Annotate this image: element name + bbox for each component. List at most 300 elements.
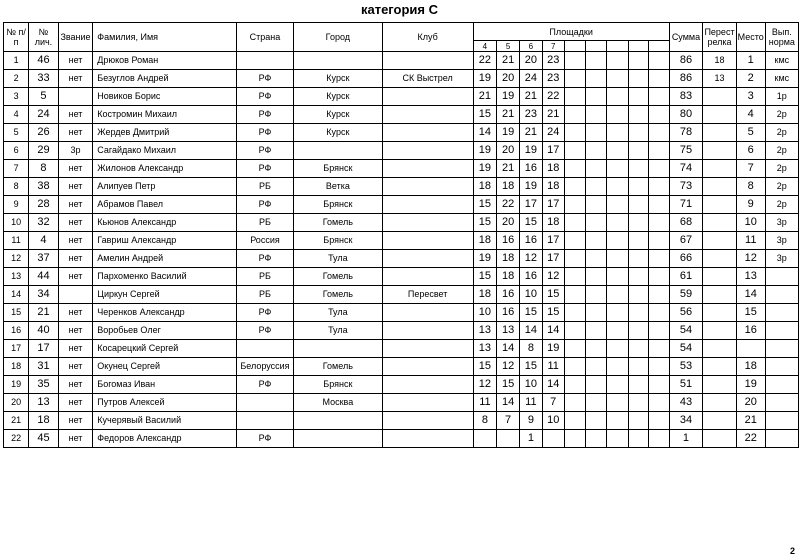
cell-sum: 43: [669, 394, 702, 412]
cell-place: 2: [736, 70, 765, 88]
cell-country: РФ: [236, 142, 293, 160]
cell-score: 16: [520, 232, 543, 250]
table-row: [4, 124, 799, 142]
cell-score-empty: [607, 250, 628, 268]
cell-club: [382, 160, 473, 178]
cell-norm: [765, 430, 798, 448]
cell-lic: 26: [29, 124, 59, 142]
cell-country: РФ: [236, 322, 293, 340]
cell-score-empty: [586, 178, 607, 196]
cell-place: 14: [736, 286, 765, 304]
cell-num: 18: [4, 358, 29, 376]
cell-score-empty: [649, 178, 669, 196]
cell-place: 19: [736, 376, 765, 394]
cell-club: СК Выстрел: [382, 70, 473, 88]
cell-score-empty: [649, 52, 669, 70]
cell-place: 21: [736, 412, 765, 430]
cell-place: 12: [736, 250, 765, 268]
cell-score: 13: [497, 322, 520, 340]
cell-club: [382, 178, 473, 196]
cell-score: 18: [473, 286, 497, 304]
cell-score-empty: [586, 142, 607, 160]
header-norm: Вып. норма: [765, 23, 798, 52]
cell-rank: нет: [58, 394, 93, 412]
cell-norm: [765, 340, 798, 358]
cell-norm: [765, 412, 798, 430]
cell-lic: 8: [29, 160, 59, 178]
cell-score-empty: [607, 286, 628, 304]
cell-city: Брянск: [294, 160, 383, 178]
cell-country: [236, 340, 293, 358]
cell-score-empty: [649, 142, 669, 160]
cell-place: 13: [736, 268, 765, 286]
cell-score-empty: [564, 394, 585, 412]
cell-num: 21: [4, 412, 29, 430]
cell-score-empty: [564, 88, 585, 106]
cell-score-empty: [628, 412, 648, 430]
cell-country: РФ: [236, 430, 293, 448]
cell-club: [382, 196, 473, 214]
cell-country: РФ: [236, 250, 293, 268]
cell-score-empty: [628, 88, 648, 106]
cell-score-empty: [649, 286, 669, 304]
cell-num: 1: [4, 52, 29, 70]
cell-lic: 35: [29, 376, 59, 394]
cell-name: Циркун Сергей: [93, 286, 237, 304]
cell-score-empty: [607, 160, 628, 178]
cell-score-empty: [628, 340, 648, 358]
cell-score: 12: [473, 376, 497, 394]
cell-score-empty: [586, 52, 607, 70]
cell-place: 10: [736, 214, 765, 232]
cell-reshoot: [703, 376, 737, 394]
table-row: [4, 106, 799, 124]
cell-score-empty: [607, 304, 628, 322]
cell-rank: нет: [58, 52, 93, 70]
table-row: [4, 88, 799, 106]
cell-score: 15: [542, 304, 564, 322]
cell-score-empty: [586, 250, 607, 268]
cell-score: 18: [497, 178, 520, 196]
cell-score: 19: [520, 142, 543, 160]
cell-score: 15: [520, 304, 543, 322]
header-areas: Площадки: [473, 23, 669, 41]
cell-name: Абрамов Павел: [93, 196, 237, 214]
cell-score-empty: [649, 124, 669, 142]
table-row: [4, 286, 799, 304]
cell-score: 11: [520, 394, 543, 412]
cell-sum: 54: [669, 340, 702, 358]
cell-score-empty: [586, 214, 607, 232]
cell-city: Ветка: [294, 178, 383, 196]
cell-country: РФ: [236, 304, 293, 322]
cell-sum: 61: [669, 268, 702, 286]
cell-score-empty: [586, 286, 607, 304]
cell-score-empty: [607, 124, 628, 142]
cell-score-empty: [586, 376, 607, 394]
header-row: [4, 23, 799, 41]
table-row: [4, 142, 799, 160]
cell-score: 18: [542, 160, 564, 178]
cell-score: 19: [473, 70, 497, 88]
cell-place: 20: [736, 394, 765, 412]
cell-score: 15: [473, 268, 497, 286]
header-area-col: [564, 41, 585, 52]
cell-score: 7: [542, 394, 564, 412]
cell-norm: 3р: [765, 232, 798, 250]
cell-city: Тула: [294, 304, 383, 322]
cell-score: 21: [520, 88, 543, 106]
cell-score-empty: [628, 322, 648, 340]
table-row: [4, 232, 799, 250]
cell-sum: 86: [669, 70, 702, 88]
cell-name: Путров Алексей: [93, 394, 237, 412]
cell-score-empty: [586, 88, 607, 106]
cell-city: Москва: [294, 394, 383, 412]
cell-reshoot: [703, 88, 737, 106]
cell-reshoot: [703, 430, 737, 448]
cell-score: 1: [520, 430, 543, 448]
cell-score-empty: [628, 178, 648, 196]
cell-score-empty: [607, 430, 628, 448]
cell-score: [473, 430, 497, 448]
cell-score-empty: [607, 340, 628, 358]
cell-place: 6: [736, 142, 765, 160]
cell-score-empty: [649, 412, 669, 430]
cell-score: 19: [473, 250, 497, 268]
cell-num: 8: [4, 178, 29, 196]
table-row: [4, 394, 799, 412]
cell-country: Белоруссия: [236, 358, 293, 376]
cell-lic: 45: [29, 430, 59, 448]
cell-num: 3: [4, 88, 29, 106]
cell-name: Гавриш Александр: [93, 232, 237, 250]
cell-score-empty: [564, 412, 585, 430]
cell-lic: 44: [29, 268, 59, 286]
cell-score-empty: [564, 250, 585, 268]
cell-city: [294, 52, 383, 70]
cell-score: 14: [473, 124, 497, 142]
cell-score-empty: [564, 52, 585, 70]
cell-score-empty: [628, 52, 648, 70]
cell-name: Костромин Михаил: [93, 106, 237, 124]
cell-country: РФ: [236, 376, 293, 394]
cell-city: Курск: [294, 88, 383, 106]
cell-score: [542, 430, 564, 448]
cell-score-empty: [628, 232, 648, 250]
cell-norm: кмс: [765, 52, 798, 70]
cell-place: 1: [736, 52, 765, 70]
cell-score: 16: [497, 304, 520, 322]
cell-city: Брянск: [294, 196, 383, 214]
cell-score: 21: [520, 124, 543, 142]
cell-club: [382, 214, 473, 232]
table-row: [4, 70, 799, 88]
header-area-col: 5: [497, 41, 520, 52]
cell-score: 23: [542, 52, 564, 70]
cell-reshoot: 18: [703, 52, 737, 70]
header-city: Город: [294, 23, 383, 52]
cell-city: Брянск: [294, 232, 383, 250]
table-row: [4, 376, 799, 394]
cell-score: 13: [473, 340, 497, 358]
header-country: Страна: [236, 23, 293, 52]
cell-place: [736, 340, 765, 358]
header-area-col: [649, 41, 669, 52]
cell-sum: 86: [669, 52, 702, 70]
cell-club: [382, 430, 473, 448]
cell-norm: 2р: [765, 178, 798, 196]
cell-score: 14: [542, 322, 564, 340]
cell-rank: нет: [58, 232, 93, 250]
cell-num: 5: [4, 124, 29, 142]
cell-club: [382, 340, 473, 358]
table-row: [4, 430, 799, 448]
cell-reshoot: [703, 412, 737, 430]
cell-place: 5: [736, 124, 765, 142]
header-name: Фамилия, Имя: [93, 23, 237, 52]
cell-lic: 34: [29, 286, 59, 304]
cell-score: 14: [497, 394, 520, 412]
cell-score: 20: [497, 214, 520, 232]
cell-rank: [58, 286, 93, 304]
cell-score-empty: [649, 196, 669, 214]
cell-score: 9: [520, 412, 543, 430]
cell-lic: 29: [29, 142, 59, 160]
cell-name: Черенков Александр: [93, 304, 237, 322]
cell-score-empty: [649, 430, 669, 448]
cell-reshoot: [703, 106, 737, 124]
cell-score: 15: [473, 106, 497, 124]
header-area-col: 4: [473, 41, 497, 52]
cell-score-empty: [586, 196, 607, 214]
cell-name: Федоров Александр: [93, 430, 237, 448]
cell-score: 11: [542, 358, 564, 376]
cell-score-empty: [649, 394, 669, 412]
cell-reshoot: [703, 286, 737, 304]
cell-norm: 2р: [765, 196, 798, 214]
cell-score: 20: [520, 52, 543, 70]
cell-score: 17: [542, 196, 564, 214]
cell-norm: [765, 268, 798, 286]
cell-score-empty: [649, 70, 669, 88]
cell-norm: 3р: [765, 250, 798, 268]
cell-score-empty: [564, 124, 585, 142]
cell-score-empty: [586, 70, 607, 88]
cell-score-empty: [586, 304, 607, 322]
cell-score: 20: [497, 70, 520, 88]
cell-score: 16: [520, 160, 543, 178]
cell-score: [497, 430, 520, 448]
cell-club: [382, 304, 473, 322]
table-row: [4, 268, 799, 286]
cell-rank: нет: [58, 322, 93, 340]
cell-score-empty: [564, 430, 585, 448]
cell-score: 10: [520, 376, 543, 394]
cell-lic: 21: [29, 304, 59, 322]
cell-score-empty: [586, 430, 607, 448]
cell-reshoot: 13: [703, 70, 737, 88]
cell-club: [382, 358, 473, 376]
page-number: 2: [789, 546, 795, 556]
cell-norm: [765, 286, 798, 304]
cell-score: 21: [497, 52, 520, 70]
cell-sum: 66: [669, 250, 702, 268]
cell-score: 17: [542, 250, 564, 268]
results-table: [3, 22, 799, 448]
cell-score-empty: [564, 106, 585, 124]
cell-club: [382, 322, 473, 340]
table-row: [4, 358, 799, 376]
cell-score: 19: [473, 142, 497, 160]
cell-score-empty: [628, 358, 648, 376]
cell-num: 6: [4, 142, 29, 160]
cell-reshoot: [703, 232, 737, 250]
header-num: № п/п: [4, 23, 29, 52]
cell-score: 21: [497, 106, 520, 124]
cell-score: 10: [542, 412, 564, 430]
cell-club: [382, 52, 473, 70]
cell-country: РБ: [236, 286, 293, 304]
cell-norm: 2р: [765, 106, 798, 124]
cell-rank: нет: [58, 70, 93, 88]
header-place: Место: [736, 23, 765, 52]
header-area-col: 7: [542, 41, 564, 52]
cell-lic: 4: [29, 232, 59, 250]
cell-name: Богомаз Иван: [93, 376, 237, 394]
cell-score: 15: [497, 376, 520, 394]
cell-name: Жилонов Александр: [93, 160, 237, 178]
cell-score: 17: [542, 142, 564, 160]
cell-reshoot: [703, 358, 737, 376]
cell-score-empty: [649, 106, 669, 124]
table-row: [4, 250, 799, 268]
cell-lic: 28: [29, 196, 59, 214]
cell-rank: нет: [58, 214, 93, 232]
header-rank: Звание: [58, 23, 93, 52]
cell-reshoot: [703, 160, 737, 178]
cell-reshoot: [703, 142, 737, 160]
cell-score: 15: [520, 358, 543, 376]
cell-score: 21: [542, 106, 564, 124]
cell-score: 22: [497, 196, 520, 214]
cell-score-empty: [628, 394, 648, 412]
cell-score: 19: [542, 340, 564, 358]
cell-club: [382, 124, 473, 142]
cell-score: 10: [520, 286, 543, 304]
cell-score-empty: [607, 142, 628, 160]
cell-club: [382, 412, 473, 430]
cell-city: [294, 340, 383, 358]
cell-score: 18: [473, 178, 497, 196]
cell-place: 3: [736, 88, 765, 106]
cell-num: 10: [4, 214, 29, 232]
cell-score-empty: [564, 70, 585, 88]
cell-rank: нет: [58, 430, 93, 448]
cell-lic: 17: [29, 340, 59, 358]
cell-lic: 38: [29, 178, 59, 196]
cell-sum: 56: [669, 304, 702, 322]
cell-score-empty: [649, 232, 669, 250]
cell-score-empty: [586, 412, 607, 430]
cell-sum: 51: [669, 376, 702, 394]
cell-rank: нет: [58, 160, 93, 178]
cell-norm: [765, 304, 798, 322]
cell-country: Россия: [236, 232, 293, 250]
cell-lic: 5: [29, 88, 59, 106]
cell-score-empty: [564, 160, 585, 178]
cell-name: Сагайдако Михаил: [93, 142, 237, 160]
cell-score-empty: [607, 196, 628, 214]
cell-name: Косарецкий Сергей: [93, 340, 237, 358]
cell-country: РБ: [236, 214, 293, 232]
cell-club: [382, 394, 473, 412]
cell-score-empty: [649, 88, 669, 106]
cell-score-empty: [649, 304, 669, 322]
cell-country: РФ: [236, 70, 293, 88]
cell-rank: нет: [58, 250, 93, 268]
cell-score: 20: [497, 142, 520, 160]
cell-rank: нет: [58, 376, 93, 394]
cell-lic: 18: [29, 412, 59, 430]
cell-score: 19: [497, 88, 520, 106]
cell-club: Пересвет: [382, 286, 473, 304]
cell-score-empty: [586, 322, 607, 340]
cell-score-empty: [586, 106, 607, 124]
cell-club: [382, 88, 473, 106]
cell-reshoot: [703, 214, 737, 232]
cell-sum: 68: [669, 214, 702, 232]
header-area-col: [607, 41, 628, 52]
cell-score: 24: [520, 70, 543, 88]
cell-country: [236, 52, 293, 70]
table-row: [4, 160, 799, 178]
cell-norm: 2р: [765, 160, 798, 178]
cell-score-empty: [649, 376, 669, 394]
cell-score: 14: [520, 322, 543, 340]
cell-score-empty: [649, 358, 669, 376]
cell-score: 16: [520, 268, 543, 286]
cell-score-empty: [649, 160, 669, 178]
cell-sum: 75: [669, 142, 702, 160]
cell-score-empty: [607, 322, 628, 340]
cell-reshoot: [703, 178, 737, 196]
cell-score: 15: [473, 214, 497, 232]
cell-club: [382, 268, 473, 286]
cell-score-empty: [564, 322, 585, 340]
cell-score-empty: [649, 340, 669, 358]
cell-score: 14: [542, 376, 564, 394]
cell-name: Кьюнов Александр: [93, 214, 237, 232]
cell-score-empty: [628, 304, 648, 322]
cell-rank: нет: [58, 268, 93, 286]
cell-score: 15: [542, 286, 564, 304]
cell-score: 8: [520, 340, 543, 358]
cell-score-empty: [564, 214, 585, 232]
cell-score: 21: [497, 160, 520, 178]
cell-score-empty: [607, 358, 628, 376]
cell-name: Безуглов Андрей: [93, 70, 237, 88]
cell-score: 18: [473, 232, 497, 250]
cell-score: 12: [542, 268, 564, 286]
cell-norm: [765, 322, 798, 340]
cell-lic: 31: [29, 358, 59, 376]
cell-club: [382, 376, 473, 394]
cell-score-empty: [564, 268, 585, 286]
cell-name: Алипуев Петр: [93, 178, 237, 196]
table-row: [4, 340, 799, 358]
cell-score-empty: [564, 376, 585, 394]
